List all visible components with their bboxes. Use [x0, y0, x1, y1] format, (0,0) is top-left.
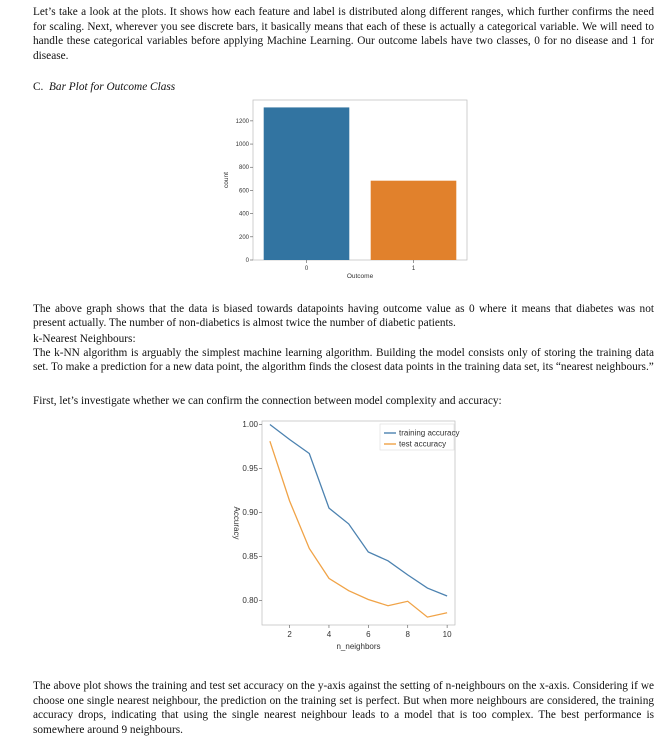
- section-number: C.: [33, 81, 44, 93]
- bar-y-axis-label: count: [223, 172, 230, 188]
- section-title: Bar Plot for Outcome Class: [49, 81, 176, 93]
- line-y-tick-label: 0.85: [242, 551, 258, 561]
- legend-label: training accuracy: [399, 428, 460, 438]
- bar-y-tick-label: 200: [238, 234, 249, 241]
- conclusion-paragraph: The above plot shows the training and test set accuracy on the y-axis against the setting of n-neighbours on the x-axis. Considering if we choose one single nearest neighbour, the prediction on the training set is perfect. But when more neighbours are considered, the training accuracy drops, indicating that using the single nearest neighbour leads to a model that is too complex. The best performance is somewhere around 9 neighbours.: [33, 680, 654, 736]
- line-x-tick-label: 8: [405, 630, 410, 639]
- bar-y-tick-label: 800: [238, 165, 249, 172]
- bias-paragraph: The above graph shows that the data is biased towards datapoints having outcome value as 0 where it means that diabetes was not present actually. The number of non-diabetics is almost twice the number of diabetic patients.: [33, 303, 654, 329]
- line-x-tick-label: 6: [366, 630, 371, 639]
- line-x-tick-label: 10: [442, 630, 452, 639]
- knn-paragraph: The k-NN algorithm is arguably the simplest machine learning algorithm. Building the model consists only of storing the training data set. To make a prediction for a new data point, the algorithm finds the closest data points in the training data set, its “nearest neighbours.”: [33, 347, 654, 373]
- line-y-tick-label: 0.95: [242, 463, 258, 473]
- bar-y-tick-label: 0: [245, 258, 249, 264]
- bar-y-tick-label: 1000: [235, 142, 249, 149]
- series-line-test-accuracy: [270, 441, 447, 617]
- line-x-tick-label: 4: [326, 630, 332, 639]
- line-y-tick-label: 1.00: [242, 420, 258, 430]
- line-x-axis-label: n_neighbors: [336, 642, 381, 651]
- bar-y-tick-label: 400: [238, 211, 249, 218]
- bar-x-tick-label: 1: [411, 266, 416, 272]
- knn-heading: k-Nearest Neighbours:: [33, 333, 136, 345]
- bar-x-tick-label: 0: [304, 266, 309, 272]
- line-y-tick-label: 0.90: [242, 507, 258, 517]
- line-x-tick-label: 2: [287, 630, 292, 639]
- bar-y-tick-label: 1200: [235, 118, 249, 125]
- bar-x-axis-label: Outcome: [346, 273, 374, 280]
- investigate-paragraph: First, let’s investigate whether we can confirm the connection between model complexity and accuracy:: [33, 395, 502, 407]
- line-y-axis-label: Accuracy: [232, 506, 241, 540]
- bar-y-tick-label: 600: [238, 188, 249, 195]
- intro-paragraph: Let’s take a look at the plots. It shows how each feature and label is distributed along different ranges, which further confirms the need for scaling. Next, wherever you see discrete bars, it basically means that each of these is actually a categorical variable. We will need to handle these categorical variables before applying Machine Learning. Our outcome labels have two classes, 0 for no disease and 1 for disease.: [33, 6, 654, 62]
- legend-label: test accuracy: [399, 439, 447, 449]
- line-y-tick-label: 0.80: [242, 595, 258, 605]
